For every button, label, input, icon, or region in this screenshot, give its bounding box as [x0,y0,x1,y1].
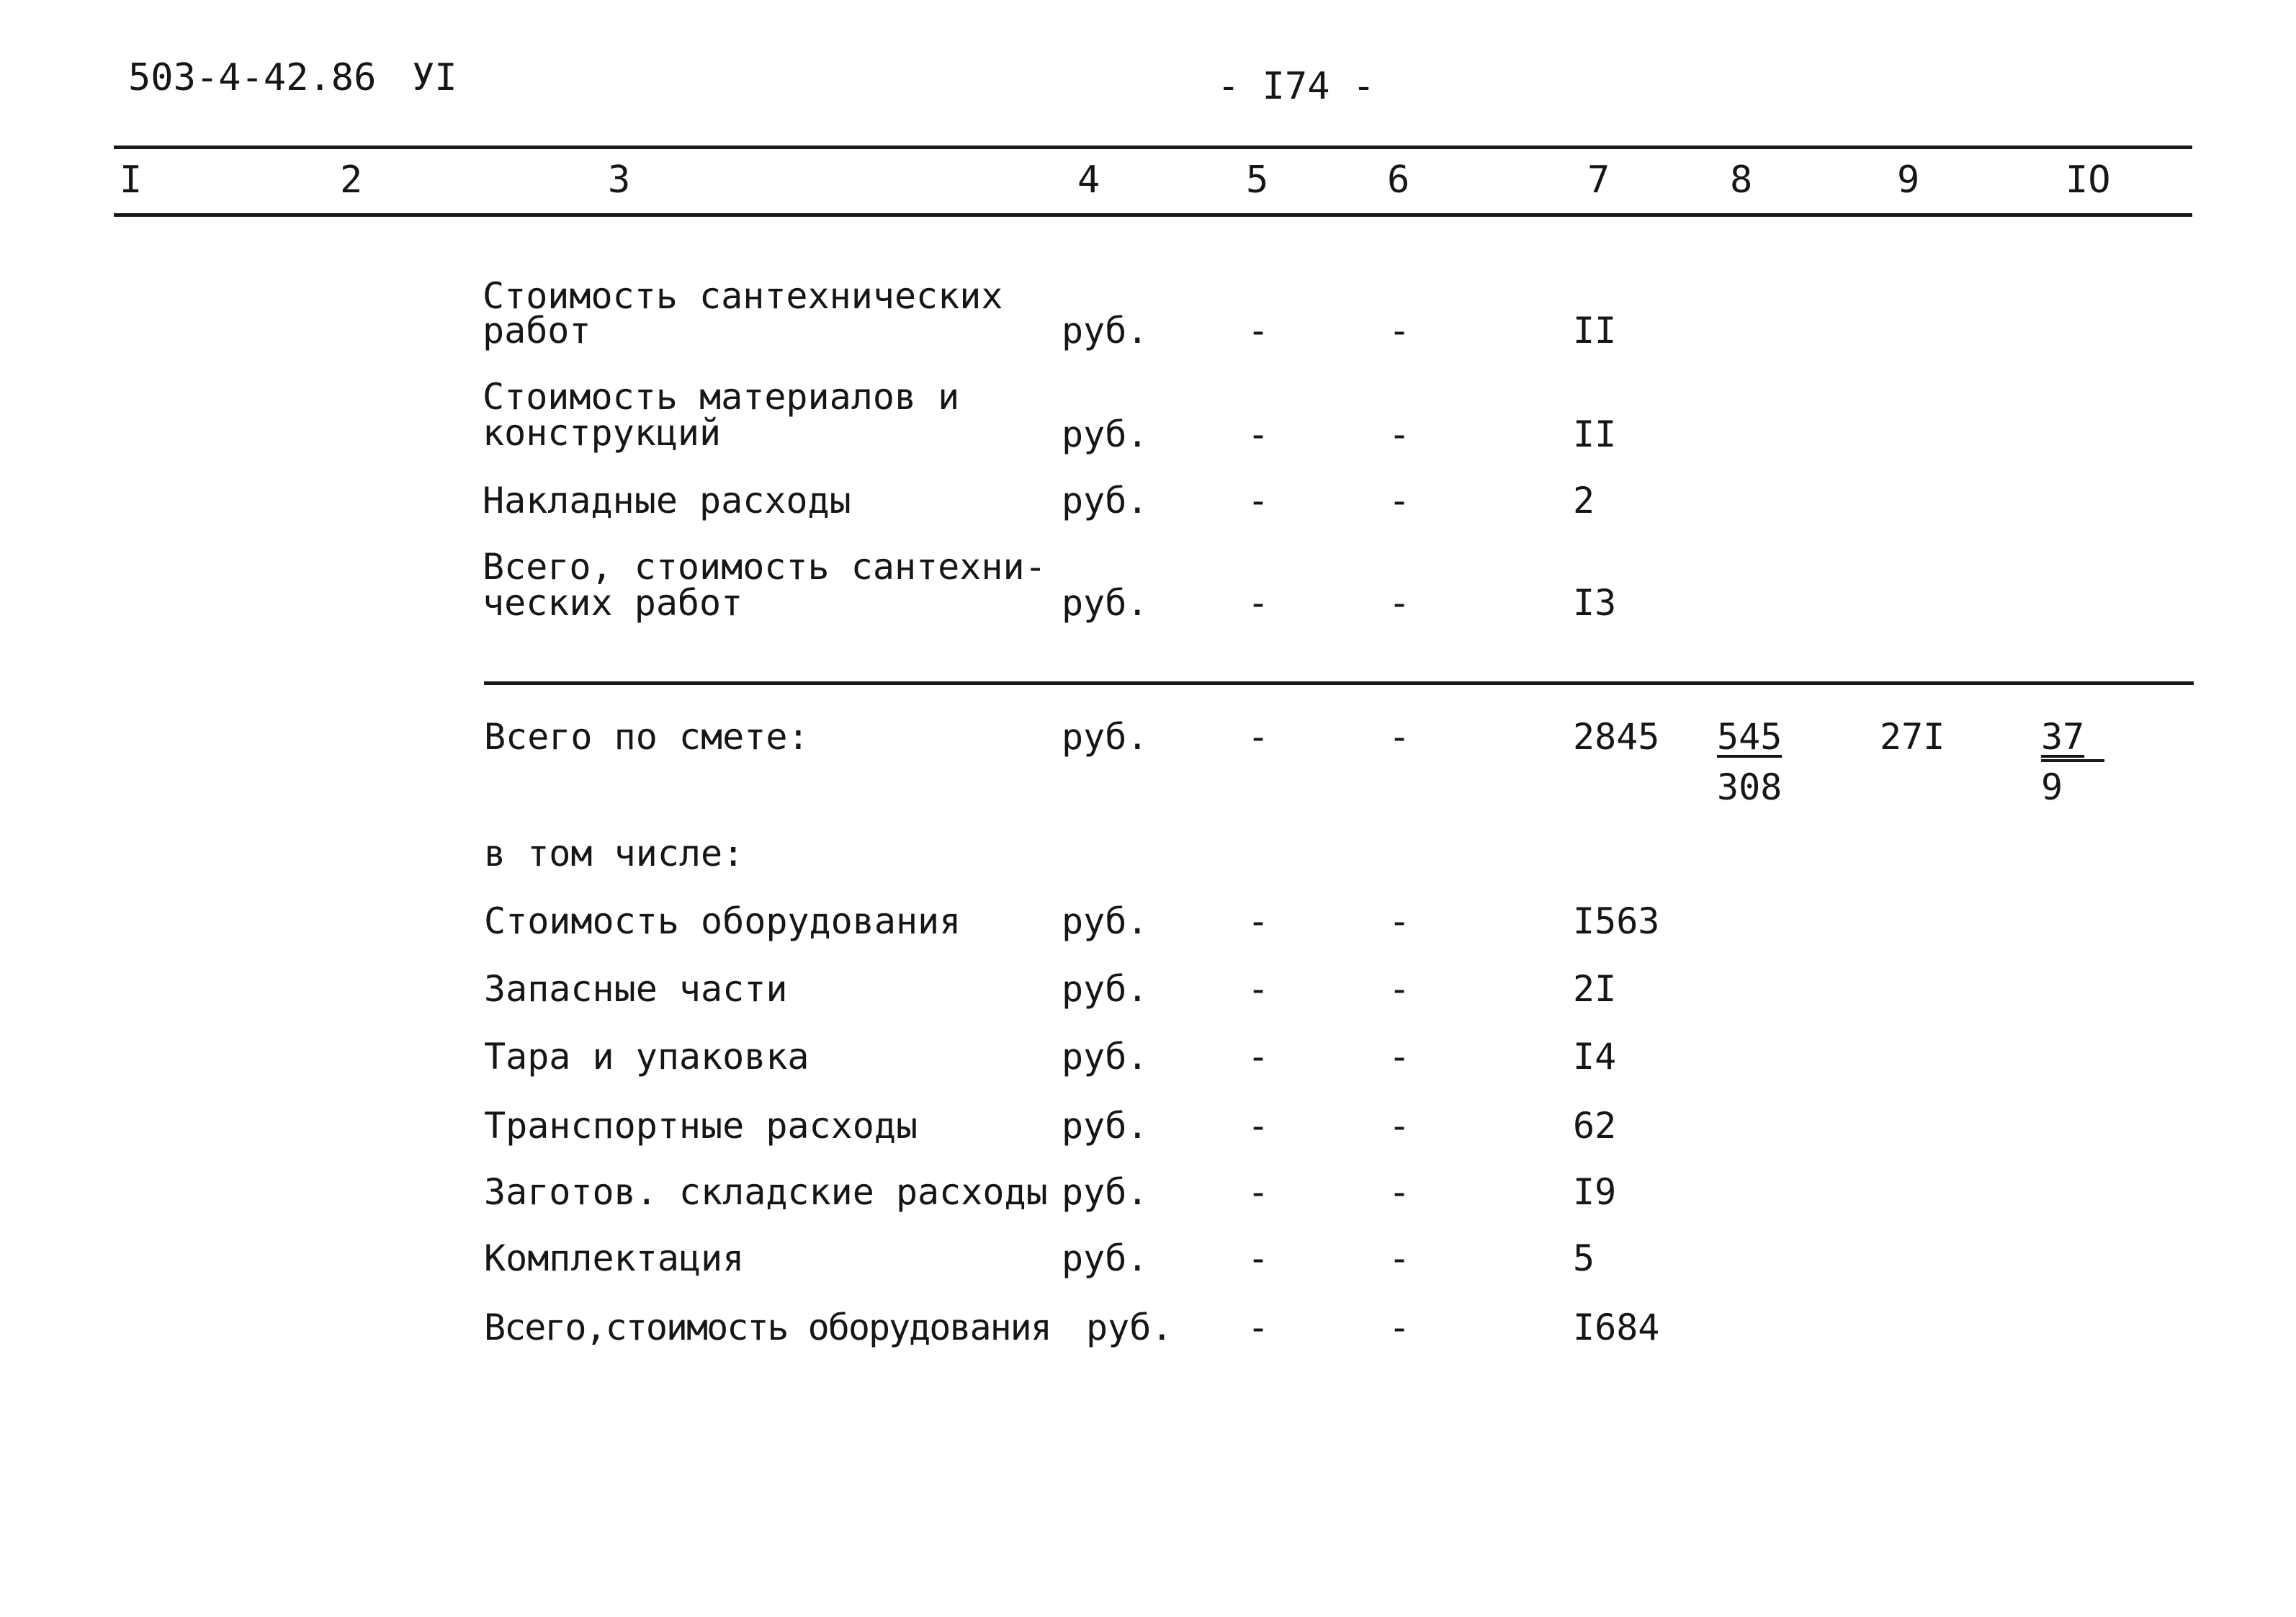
total-unit: руб. [1062,716,1149,758]
row-2-label-line1: Стоимость материалов и [483,376,960,418]
total-col10-fraction-line [2041,759,2104,762]
equipment-row-1-col6: - [1389,900,1411,942]
row-3-col7: 2 [1573,480,1595,521]
row-1-unit: руб. [1062,310,1149,351]
column-header-10: IO [2066,158,2111,202]
row-4-unit: руб. [1062,582,1149,624]
row-1-col7: II [1573,310,1617,351]
equipment-total-col6: - [1389,1307,1411,1348]
total-col5: - [1247,716,1270,758]
equipment-row-5-label: Заготов. складские расходы [484,1171,1048,1213]
row-4-label-line1: Всего, стоимость сантехни- [483,546,1046,588]
equipment-row-4-col6: - [1389,1105,1411,1147]
equipment-row-5-col5: - [1247,1171,1270,1213]
row-2-col5: - [1247,413,1270,455]
row-2-col6: - [1389,413,1411,455]
row-1-col5: - [1247,310,1270,351]
equipment-row-6-col7: 5 [1573,1237,1595,1279]
equipment-row-6-unit: руб. [1062,1237,1149,1279]
column-header-2: 2 [340,158,363,202]
equipment-row-2-col7: 2I [1573,968,1617,1010]
total-col9: 27I [1880,716,1945,758]
column-header-8: 8 [1730,158,1753,202]
row-2-unit: руб. [1062,413,1149,455]
total-col8-top: 545 [1717,716,1782,758]
row-4-col7: I3 [1573,582,1617,624]
total-col8-bottom: 308 [1717,766,1782,808]
equipment-row-3-label: Тара и упаковка [484,1036,810,1078]
equipment-row-5-unit: руб. [1062,1171,1149,1213]
page-number: - I74 - [1217,65,1376,108]
equipment-total-col5: - [1247,1307,1270,1348]
column-header-5: 5 [1246,158,1269,202]
equipment-row-5-col6: - [1389,1171,1411,1213]
equipment-row-6-col6: - [1389,1237,1411,1279]
equipment-row-4-col5: - [1247,1105,1270,1147]
equipment-row-3-col6: - [1389,1036,1411,1078]
row-2-col7: II [1573,413,1617,455]
total-label: Всего по смете: [484,716,810,758]
equipment-row-2-unit: руб. [1062,968,1149,1010]
column-header-1: I [120,158,143,202]
row-1-label-line2: работ [483,310,591,351]
column-header-6: 6 [1387,158,1410,202]
row-4-col6: - [1389,582,1411,624]
row-2-label-line2: конструкций [483,412,722,454]
row-3-col6: - [1389,480,1411,521]
total-col10-top: 37 [2041,716,2085,758]
equipment-row-2-label: Запасные части [484,968,788,1010]
equipment-row-5-col7: I9 [1573,1171,1617,1213]
table-top-rule [114,145,2192,149]
subheading-including: в том числе: [484,833,745,874]
column-header-7: 7 [1587,158,1610,202]
equipment-row-2-col5: - [1247,968,1270,1010]
equipment-row-1-col5: - [1247,900,1270,942]
column-header-3: 3 [608,158,631,202]
equipment-total-label: Всего,стоимость оборудования [484,1307,1051,1348]
column-header-9: 9 [1897,158,1920,202]
row-4-label-line2: ческих работ [483,582,743,624]
total-col6: - [1389,716,1411,758]
equipment-total-unit: руб. [1086,1307,1173,1348]
equipment-row-4-unit: руб. [1062,1105,1149,1147]
equipment-row-1-label: Стоимость оборудования [484,900,961,942]
row-3-label: Накладные расходы [483,480,851,521]
totals-separator-rule [484,681,2194,685]
document-section: УI [412,56,457,99]
equipment-row-3-col5: - [1247,1036,1270,1078]
row-1-label-line1: Стоимость сантехнических [483,275,1003,317]
row-4-col5: - [1247,582,1270,624]
total-col10-bottom: 9 [2041,766,2063,808]
equipment-row-4-label: Транспортные расходы [484,1105,918,1147]
table-header-bottom-rule [114,213,2192,217]
equipment-row-6-label: Комплектация [484,1237,745,1279]
equipment-row-4-col7: 62 [1573,1105,1617,1147]
equipment-row-6-col5: - [1247,1237,1270,1279]
document-code: 503-4-42.86 [128,56,377,99]
equipment-row-3-unit: руб. [1062,1036,1149,1078]
row-1-col6: - [1389,310,1411,351]
row-3-unit: руб. [1062,480,1149,521]
equipment-row-2-col6: - [1389,968,1411,1010]
equipment-row-3-col7: I4 [1573,1036,1617,1078]
row-3-col5: - [1247,480,1270,521]
total-col7: 2845 [1573,716,1660,758]
equipment-row-1-col7: I563 [1573,900,1660,942]
equipment-row-1-unit: руб. [1062,900,1149,942]
equipment-total-col7: I684 [1573,1307,1660,1348]
column-header-4: 4 [1077,158,1100,202]
